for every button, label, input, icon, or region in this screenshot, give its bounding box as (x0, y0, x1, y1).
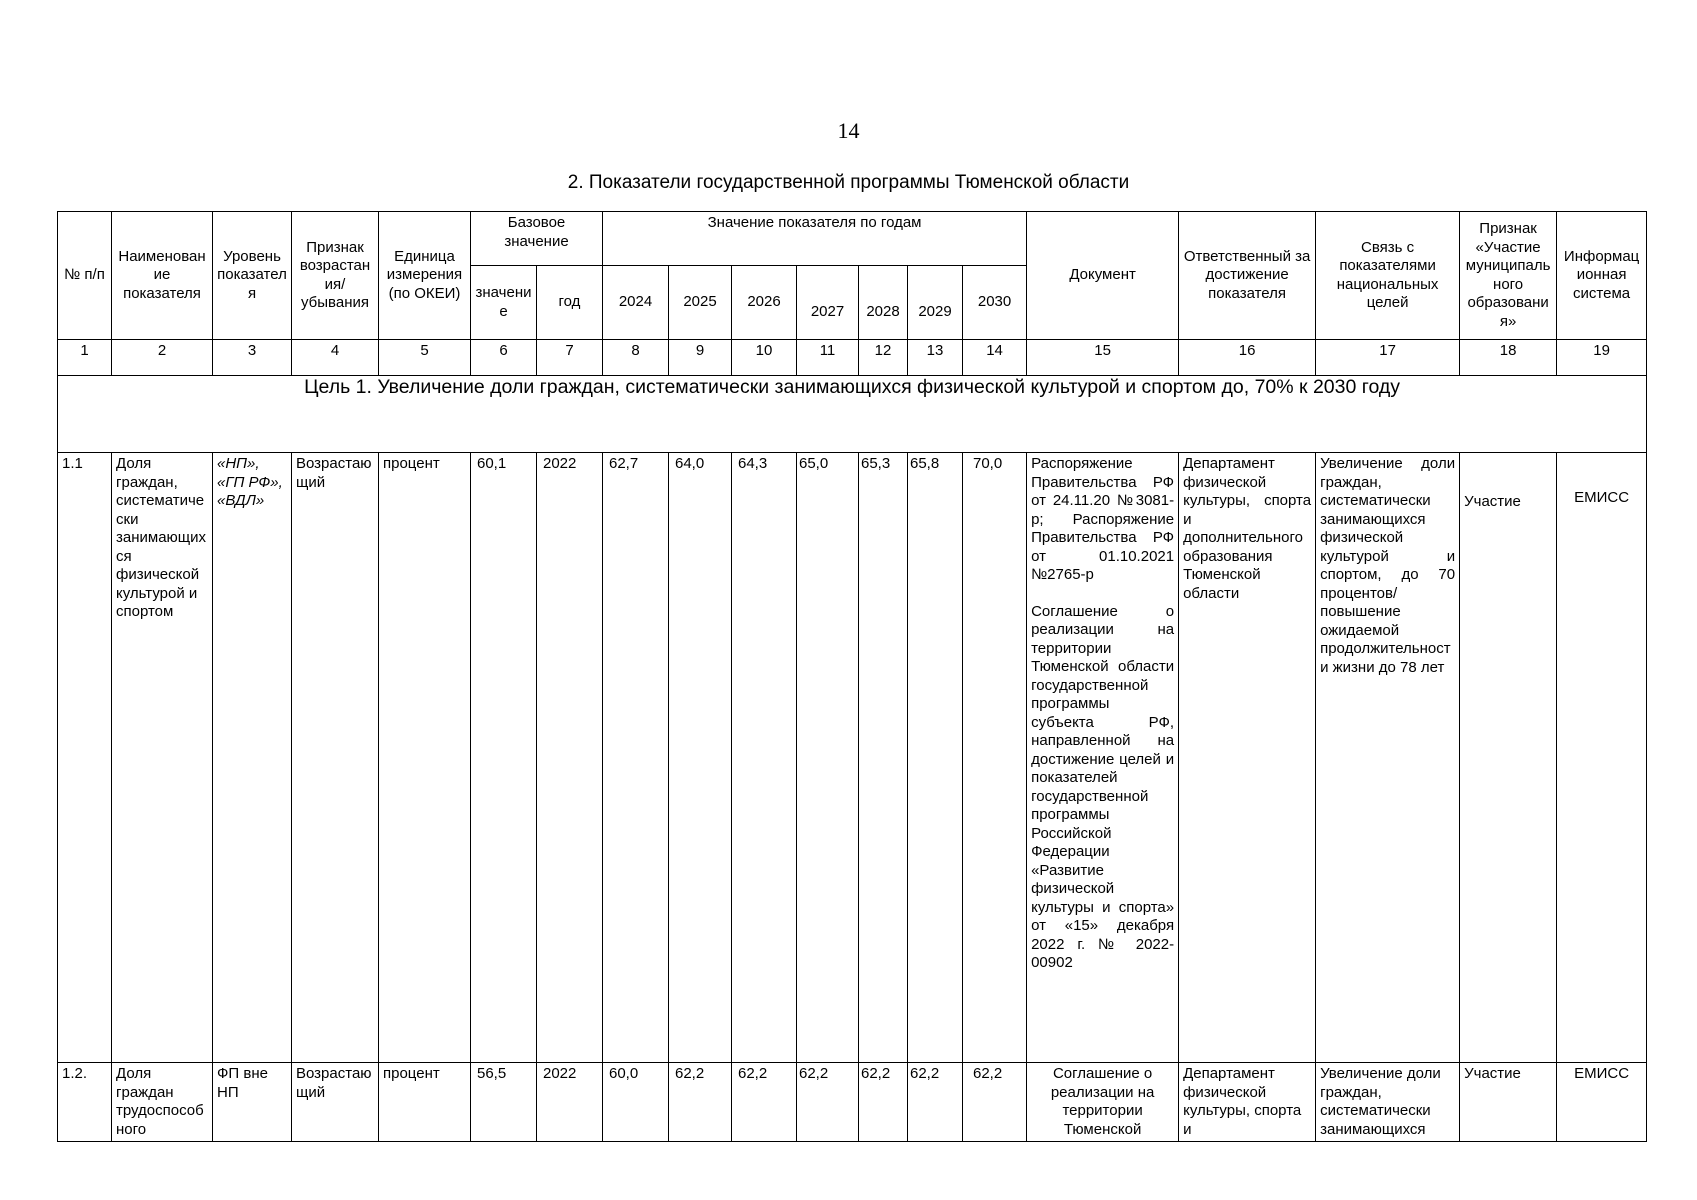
document-text: Соглашение о реализации на территории Тюменской (1050, 1065, 1155, 1138)
column-number: 11 (797, 340, 859, 376)
header-year: 2030 (963, 266, 1027, 340)
table-row (58, 1063, 1647, 1142)
header-indicator-name: Наименование показателя (112, 212, 213, 340)
column-number: 8 (603, 340, 669, 376)
indicators-table (57, 211, 1647, 1142)
base-year: 2022 (537, 453, 603, 1063)
base-value: 56,5 (471, 1063, 537, 1142)
info-system: ЕМИСС (1557, 453, 1647, 1063)
header-by-years: Значение показателя по годам (603, 212, 1027, 266)
column-number: 5 (379, 340, 471, 376)
indicator-level: «НП», «ГП РФ», «ВДЛ» (213, 453, 292, 1063)
column-number: 17 (1316, 340, 1460, 376)
value-2026: 64,3 (732, 453, 797, 1063)
document-cell (1027, 1063, 1179, 1142)
value-2028: 65,3 (859, 453, 908, 1063)
base-value: 60,1 (471, 453, 537, 1063)
column-number: 7 (537, 340, 603, 376)
header-number: № п/п (58, 212, 112, 340)
indicator-level: ФП вне НП (213, 1063, 292, 1142)
document-text: Распоряжение Правительства РФ от 24.11.20 №3081-р; Распоряжение Правительства РФ от 01.10.2021 №2765-р (1031, 455, 1175, 583)
header-year: 2025 (669, 266, 732, 340)
value-2024: 62,7 (603, 453, 669, 1063)
column-number: 12 (859, 340, 908, 376)
header-base-value: значение (471, 266, 537, 340)
column-number: 3 (213, 340, 292, 376)
header-sign: Признак возрастания/ убывания (292, 212, 379, 340)
table-row (58, 453, 1647, 1063)
header-level: Уровень показателя (213, 212, 292, 340)
value-2024: 60,0 (603, 1063, 669, 1142)
header-base: Базовое значение (471, 212, 603, 266)
header-base-year: год (537, 266, 603, 340)
municipal-participation: Участие (1460, 453, 1557, 1063)
value-2027: 65,0 (797, 453, 859, 1063)
column-number: 10 (732, 340, 797, 376)
value-2025: 62,2 (669, 1063, 732, 1142)
document-title: 2. Показатели государственной программы Тюменской области (567, 172, 1130, 193)
municipal-participation: Участие (1460, 1063, 1557, 1142)
national-goal-link: Увеличение доли граждан, систематически занимающихся физической культурой и спортом, до 70 процентов/ повышение ожидаемой продолжительности жизни до 78 лет (1316, 453, 1460, 1063)
indicator-unit: процент (379, 1063, 471, 1142)
indicator-sign: Возрастающий (292, 453, 379, 1063)
header-unit: Единица измерения (по ОКЕИ) (379, 212, 471, 340)
column-number: 15 (1027, 340, 1179, 376)
base-year: 2022 (537, 1063, 603, 1142)
header-year: 2026 (732, 266, 797, 340)
indicator-unit: процент (379, 453, 471, 1063)
column-number: 2 (112, 340, 213, 376)
header-municipal: Признак «Участие муниципального образования» (1460, 212, 1557, 340)
indicator-name: Доля граждан трудоспособного (112, 1063, 213, 1142)
column-number: 18 (1460, 340, 1557, 376)
row-number: 1.1 (58, 453, 112, 1063)
column-number: 14 (963, 340, 1027, 376)
goal-row: Цель 1. Увеличение доли граждан, систематически занимающихся физической культурой и спортом до, 70% к 2030 году (58, 376, 1647, 453)
info-system: ЕМИСС (1557, 1063, 1647, 1142)
column-number: 16 (1179, 340, 1316, 376)
header-year: 2024 (603, 266, 669, 340)
header-national-goals-link: Связь с показателями национальных целей (1316, 212, 1460, 340)
column-number: 19 (1557, 340, 1647, 376)
header-year: 2027 (797, 266, 859, 340)
document-text: Соглашение о реализации на территории Тюменской области государственной программы субъекта РФ, направленной на достижение целей и показателей государственной программы Российской Федерации «Развитие физической культуры и спорта» от «15» декабря 2022 г. № 2022-00902 (1031, 602, 1175, 971)
header-document: Документ (1027, 212, 1179, 340)
column-number: 6 (471, 340, 537, 376)
value-2025: 64,0 (669, 453, 732, 1063)
value-2028: 62,2 (859, 1063, 908, 1142)
header-info-system: Информационная система (1557, 212, 1647, 340)
column-number: 4 (292, 340, 379, 376)
header-responsible: Ответственный за достижение показателя (1179, 212, 1316, 340)
row-number: 1.2. (58, 1063, 112, 1142)
column-number: 13 (908, 340, 963, 376)
indicator-sign: Возрастающий (292, 1063, 379, 1142)
national-goal-link: Увеличение доли граждан, систематически занимающихся (1316, 1063, 1460, 1142)
column-number: 1 (58, 340, 112, 376)
responsible: Департамент физической культуры, спорта и (1179, 1063, 1316, 1142)
responsible: Департамент физической культуры, спорта и дополнительного образования Тюменской области (1179, 453, 1316, 1063)
header-year: 2029 (908, 266, 963, 340)
value-2027: 62,2 (797, 1063, 859, 1142)
column-number: 9 (669, 340, 732, 376)
value-2030: 70,0 (963, 453, 1027, 1063)
document-cell (1027, 453, 1179, 1063)
value-2030: 62,2 (963, 1063, 1027, 1142)
header-year: 2028 (859, 266, 908, 340)
value-2029: 65,8 (908, 453, 963, 1063)
indicator-name: Доля граждан, систематически занимающихся физической культурой и спортом (112, 453, 213, 1063)
page-number: 14 (837, 118, 860, 143)
value-2029: 62,2 (908, 1063, 963, 1142)
value-2026: 62,2 (732, 1063, 797, 1142)
